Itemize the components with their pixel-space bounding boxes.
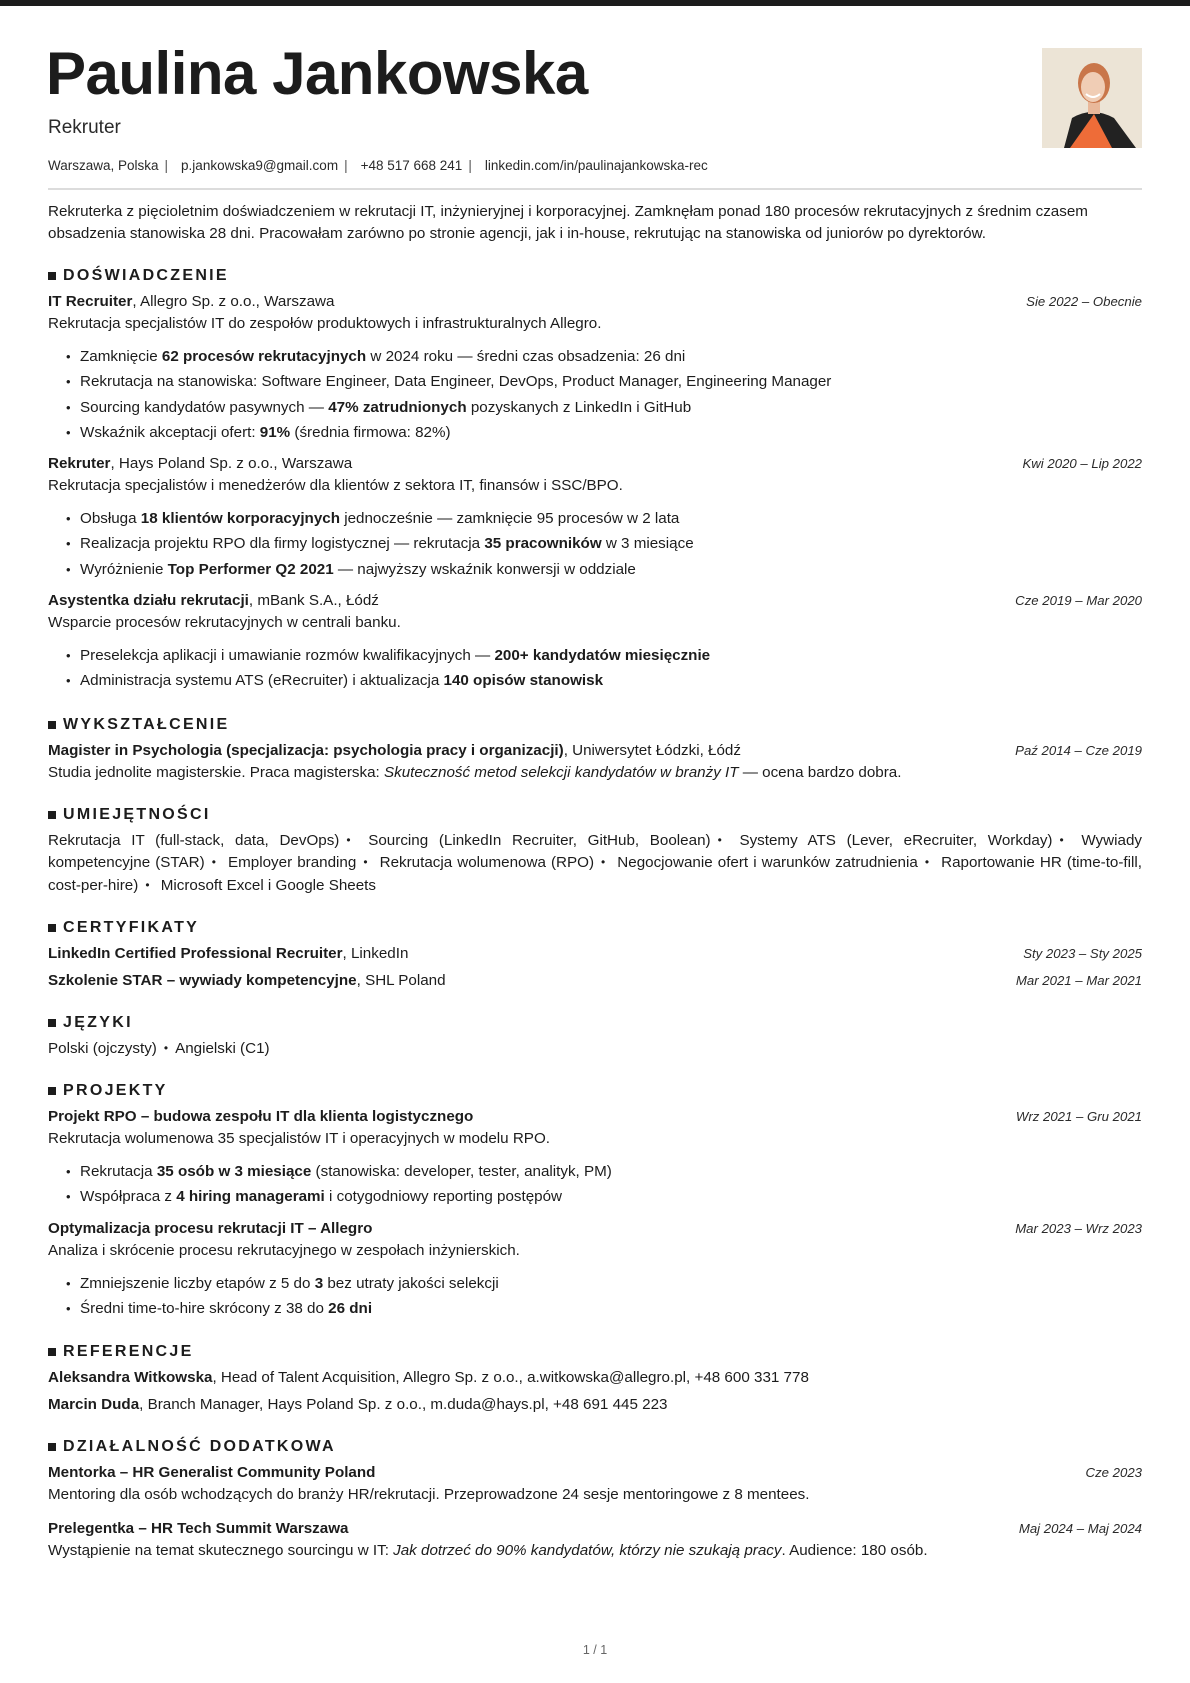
- skills-list: Rekrutacja IT (full-stack, data, DevOps) • Sourcing (LinkedIn Recruiter, GitHub, Boolean) • Systemy ATS (Lever, eRecruiter, Workday) • Wywiady kompetencyjne (STAR) • Employer branding • Rekrutacja wolumenowa (RPO) • Negocjowanie ofert i warunków zatrudnienia • Raportowanie HR (time-to-fill, cost-per-hire) • Microsoft Excel i Google Sheets: [48, 831, 1142, 894]
- summary-text: Rekruterka z pięcioletnim doświadczeniem w rekrutacji IT, inżynieryjnej i korporacyjnej. Zamknęłam ponad 180 procesów rekrutacyjnych z średnim czasem obsadzenia stanowiska 28 dni. Pracowałam zarówno po stronie agencji, jak i in-house, rekrutując na stanowiska od juniorów po dyrektorów.: [48, 203, 1088, 242]
- contact-location: Warszawa, Polska: [48, 158, 159, 173]
- project-date: Wrz 2021 – Gru 2021: [1015, 1109, 1142, 1125]
- project-description: Analiza i skrócenie procesu rekrutacyjnego w zespołach inżynierskich.: [48, 1241, 520, 1259]
- section-heading: DOŚWIADCZENIE: [63, 267, 229, 284]
- contact-line: [48, 158, 708, 173]
- section-projects: [48, 1082, 1142, 1100]
- square-bullet-icon: [48, 1348, 56, 1356]
- section-heading: WYKSZTAŁCENIE: [63, 715, 230, 733]
- bullet-item: • Realizacja projektu RPO dla firmy logistycznej — rekrutacja 35 pracowników w 3 miesiące: [80, 531, 1142, 556]
- square-bullet-icon: [48, 721, 56, 729]
- bullet-item: • Rekrutacja na stanowiska: Software Engineer, Data Engineer, DevOps, Product Manager, Engineering Manager: [80, 369, 1142, 394]
- candidate-name: Paulina Jankowska: [46, 40, 588, 107]
- portrait-icon: [1042, 48, 1142, 148]
- square-bullet-icon: [48, 1443, 56, 1451]
- job-description: Rekrutacja specjalistów IT do zespołów produktowych i infrastrukturalnych Allegro.: [48, 315, 602, 332]
- section-heading: REFERENCJE: [63, 1343, 194, 1361]
- activity-entry: [48, 1462, 1142, 1506]
- activity-title: Mentorka – HR Generalist Community Poland: [48, 1464, 376, 1482]
- job-description: Wsparcie procesów rekrutacyjnych w centrali banku.: [48, 614, 401, 632]
- bullet-item: • Zmniejszenie liczby etapów z 5 do 3 bez utraty jakości selekcji: [80, 1271, 1142, 1296]
- languages-list: Polski (ojczysty) • Angielski (C1): [48, 1040, 270, 1058]
- reference-item: Marcin Duda, Branch Manager, Hays Poland Sp. z o.o., m.duda@hays.pl, +48 691 445 223: [48, 1396, 668, 1414]
- activity-description: Wystąpienie na temat skutecznego sourcingu w IT: Jak dotrzeć do 90% kandydatów, którzy nie szukają pracy. Audience: 180 osób.: [48, 1542, 928, 1560]
- resume-page: [48, 0, 1142, 1570]
- square-bullet-icon: [48, 272, 56, 280]
- candidate-role: Rekruter: [48, 117, 121, 138]
- square-bullet-icon: [48, 1087, 56, 1095]
- certificate-entry: Szkolenie STAR – wywiady kompetencyjne, SHL Poland Mar 2021 – Mar 2021: [48, 970, 1142, 992]
- bullet-item: • Współpraca z 4 hiring managerami i cotygodniowy reporting postępów: [80, 1184, 1142, 1209]
- job-org: , Allegro Sp. z o.o., Warszawa: [132, 293, 335, 310]
- resume-header: [48, 0, 1142, 190]
- school: , Uniwersytet Łódzki, Łódź: [563, 741, 741, 759]
- separator: |: [344, 158, 348, 173]
- skill-item: Wywiady kompetencyjne (STAR): [48, 831, 1142, 872]
- reference-item: Aleksandra Witkowska, Head of Talent Acquisition, Allegro Sp. z o.o., a.witkowska@allegro.pl, +48 600 331 778: [48, 1369, 809, 1387]
- skill-item: Sourcing (LinkedIn Recruiter, GitHub, Boolean): [368, 831, 711, 849]
- education-date: Paź 2014 – Cze 2019: [1015, 742, 1142, 758]
- job-date: Cze 2019 – Mar 2020: [1015, 593, 1142, 609]
- bullet-item: • Preselekcja aplikacji i umawianie rozmów kwalifikacyjnych — 200+ kandydatów miesięcznie: [80, 643, 1142, 668]
- contact-phone[interactable]: +48 517 668 241: [360, 158, 463, 173]
- profile-photo: [1042, 48, 1142, 148]
- job-org: , Hays Poland Sp. z o.o., Warszawa: [110, 455, 353, 473]
- square-bullet-icon: [48, 924, 56, 932]
- page-number: 1 / 1: [582, 1643, 608, 1657]
- job-description: Rekrutacja specjalistów i menedżerów dla klientów z sektora IT, finansów i SSC/BPO.: [48, 477, 623, 495]
- section-education: [48, 716, 1142, 734]
- bullet-item: • Rekrutacja 35 osób w 3 miesiące (stanowiska: developer, tester, analityk, PM): [80, 1159, 1142, 1184]
- activity-description: Mentoring dla osób wchodzących do branży HR/rekrutacji. Przeprowadzone 24 sesje mentoringowe z 8 mentees.: [48, 1486, 810, 1504]
- section-experience: [48, 267, 1142, 285]
- section-references: [48, 1343, 1142, 1361]
- activity-title: Prelegentka – HR Tech Summit Warszawa: [48, 1520, 349, 1538]
- education-entry: [48, 740, 1142, 784]
- job-date: Sie 2022 – Obecnie: [1026, 294, 1142, 309]
- skill-item: Microsoft Excel i Google Sheets: [160, 876, 377, 894]
- skill-item: Systemy ATS (Lever, eRecruiter, Workday): [739, 831, 1053, 849]
- bullet-item: • Administracja systemu ATS (eRecruiter) i aktualizacja 140 opisów stanowisk: [80, 668, 1142, 693]
- certificate-date: Sty 2023 – Sty 2025: [1023, 946, 1142, 962]
- job-org: , mBank S.A., Łódź: [248, 592, 379, 610]
- degree-title: Magister in Psychologia (specjalizacja: psychologia pracy i organizacji): [48, 741, 564, 759]
- skill-item: Employer branding: [228, 854, 357, 872]
- square-bullet-icon: [48, 811, 56, 819]
- project-description: Rekrutacja wolumenowa 35 specjalistów IT i operacyjnych w modelu RPO.: [48, 1130, 550, 1148]
- experience-entry: [48, 453, 1142, 582]
- square-bullet-icon: [48, 1019, 56, 1027]
- skill-item: Rekrutacja wolumenowa (RPO): [379, 854, 594, 872]
- section-heading: JĘZYKI: [63, 1014, 133, 1032]
- project-title: Optymalizacja procesu rekrutacji IT – Allegro: [48, 1219, 373, 1237]
- education-description: Studia jednolite magisterskie. Praca magisterska: Skuteczność metod selekcji kandydatów w branży IT — ocena bardzo dobra.: [48, 763, 902, 781]
- skill-item: Rekrutacja IT (full-stack, data, DevOps): [48, 831, 340, 849]
- section-extra-activities: [48, 1438, 1142, 1456]
- experience-entry: [48, 590, 1142, 694]
- contact-email[interactable]: p.jankowska9@gmail.com: [181, 158, 339, 173]
- section-heading: DZIAŁALNOŚĆ DODATKOWA: [63, 1438, 336, 1456]
- skill-item: Negocjowanie ofert i warunków zatrudnienia: [617, 854, 918, 872]
- activity-date: Cze 2023: [1085, 1465, 1142, 1481]
- bullet-item: • Zamknięcie 62 procesów rekrutacyjnych w 2024 roku — średni czas obsadzenia: 26 dni: [80, 344, 1142, 369]
- language-item: Polski (ojczysty): [48, 1040, 157, 1058]
- section-heading: CERTYFIKATY: [63, 919, 200, 937]
- job-title: Rekruter: [48, 455, 111, 473]
- activity-entry: [48, 1518, 1142, 1562]
- bullet-item: • Wyróżnienie Top Performer Q2 2021 — najwyższy wskaźnik konwersji w oddziale: [80, 557, 1142, 582]
- section-languages: [48, 1014, 1142, 1032]
- project-entry: [48, 1106, 1142, 1210]
- separator: |: [164, 158, 169, 173]
- bullet-item: • Obsługa 18 klientów korporacyjnych jednocześnie — zamknięcie 95 procesów w 2 lata: [80, 506, 1142, 531]
- bullet-item: • Sourcing kandydatów pasywnych — 47% zatrudnionych pozyskanych z LinkedIn i GitHub: [80, 395, 1142, 420]
- bullet-item: • Wskaźnik akceptacji ofert: 91% (średnia firmowa: 82%): [80, 420, 1142, 445]
- skill-item: Raportowanie HR (time-to-fill, cost-per-hire): [48, 854, 1142, 894]
- job-date: Kwi 2020 – Lip 2022: [1022, 456, 1142, 472]
- project-date: Mar 2023 – Wrz 2023: [1015, 1220, 1142, 1236]
- section-certificates: [48, 919, 1142, 937]
- certificate-date: Mar 2021 – Mar 2021: [1015, 973, 1142, 989]
- activity-date: Maj 2024 – Maj 2024: [1018, 1521, 1142, 1537]
- experience-entry: [48, 291, 1142, 445]
- job-title: Asystentka działu rekrutacji: [48, 592, 249, 610]
- bullet-item: • Średni time-to-hire skrócony z 38 do 26 dni: [80, 1296, 1142, 1321]
- section-skills: [48, 806, 1142, 824]
- project-title: Projekt RPO – budowa zespołu IT dla klienta logistycznego: [48, 1108, 474, 1126]
- separator: |: [468, 158, 472, 173]
- section-heading: UMIEJĘTNOŚCI: [63, 805, 211, 823]
- certificate-entry: LinkedIn Certified Professional Recruiter, LinkedIn Sty 2023 – Sty 2025: [48, 943, 1142, 965]
- contact-linkedin[interactable]: linkedin.com/in/paulinajankowska-rec: [484, 158, 708, 173]
- section-heading: PROJEKTY: [63, 1082, 168, 1100]
- project-entry: [48, 1218, 1142, 1322]
- job-title: IT Recruiter: [48, 293, 133, 310]
- language-item: Angielski (C1): [175, 1040, 270, 1058]
